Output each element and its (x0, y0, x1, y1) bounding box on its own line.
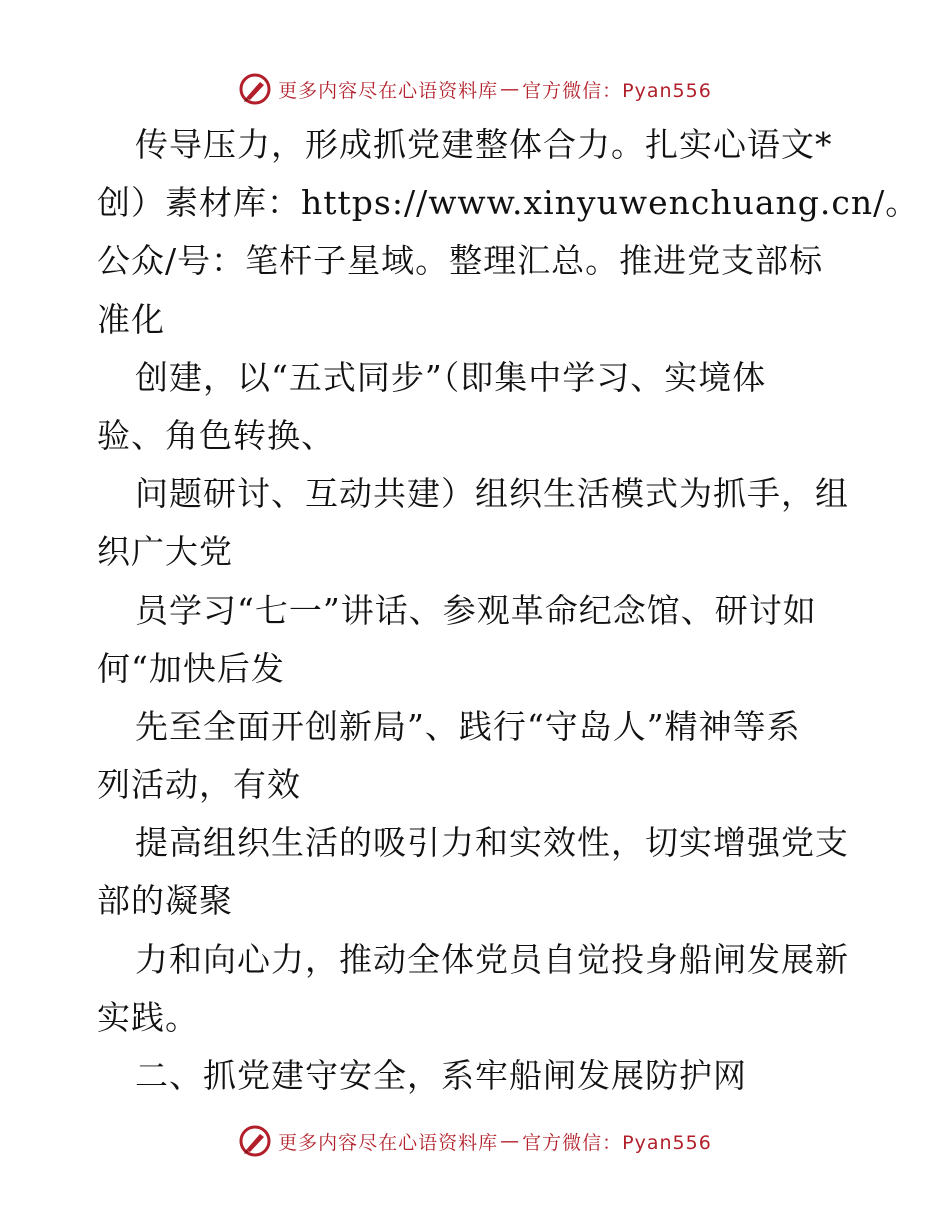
header-separator: — (500, 78, 521, 100)
text-line: 员学习“七一”讲话、参观革命纪念馆、研讨如 (135, 590, 817, 630)
document-body (97, 116, 920, 1105)
text-line: 先至全面开创新局”、践行“守岛人”精神等系 (135, 706, 801, 746)
header-wechat-text: 官方微信：Pyan556 (522, 79, 712, 102)
text-line: 织广大党 (97, 532, 233, 572)
text-line: 部的凝聚 (97, 881, 233, 921)
text-line: 何“加快后发 (97, 648, 285, 688)
footer-wechat-text: 官方微信：Pyan556 (522, 1131, 712, 1154)
text-line: 传导压力，形成抓党建整体合力。扎实心语文* (135, 125, 833, 164)
pen-logo-icon (238, 72, 272, 106)
header-site-text: 更多内容尽在心语资料库 (278, 79, 499, 102)
footer-banner (0, 1124, 950, 1158)
pen-logo-icon (238, 1124, 272, 1158)
text-line: 问题研讨、互动共建）组织生活模式为抓手，组 (135, 474, 849, 514)
text-line: 准化 (97, 299, 165, 339)
text-line: 列活动，有效 (97, 765, 301, 805)
header-banner (0, 72, 950, 106)
footer-site-text: 更多内容尽在心语资料库 (278, 1131, 499, 1154)
text-line: 公众/号：笔杆子星域。整理汇总。推进党支部标 (97, 241, 824, 281)
section-heading: 二、抓党建守安全，系牢船闸发展防护网 (135, 1056, 747, 1095)
text-line: 提高组织生活的吸引力和实效性，切实增强党支 (135, 823, 849, 863)
footer-separator: — (500, 1130, 521, 1152)
text-line: 创建，以“五式同步”（即集中学习、实境体 (135, 357, 767, 397)
text-line: 力和向心力，推动全体党员自觉投身船闸发展新 (135, 939, 849, 979)
text-line: 实践。 (97, 997, 199, 1037)
text-line: 验、角色转换、 (97, 415, 335, 455)
text-line: 创）素材库：https://www.xinyuwenchuang.cn/。 (97, 183, 920, 223)
